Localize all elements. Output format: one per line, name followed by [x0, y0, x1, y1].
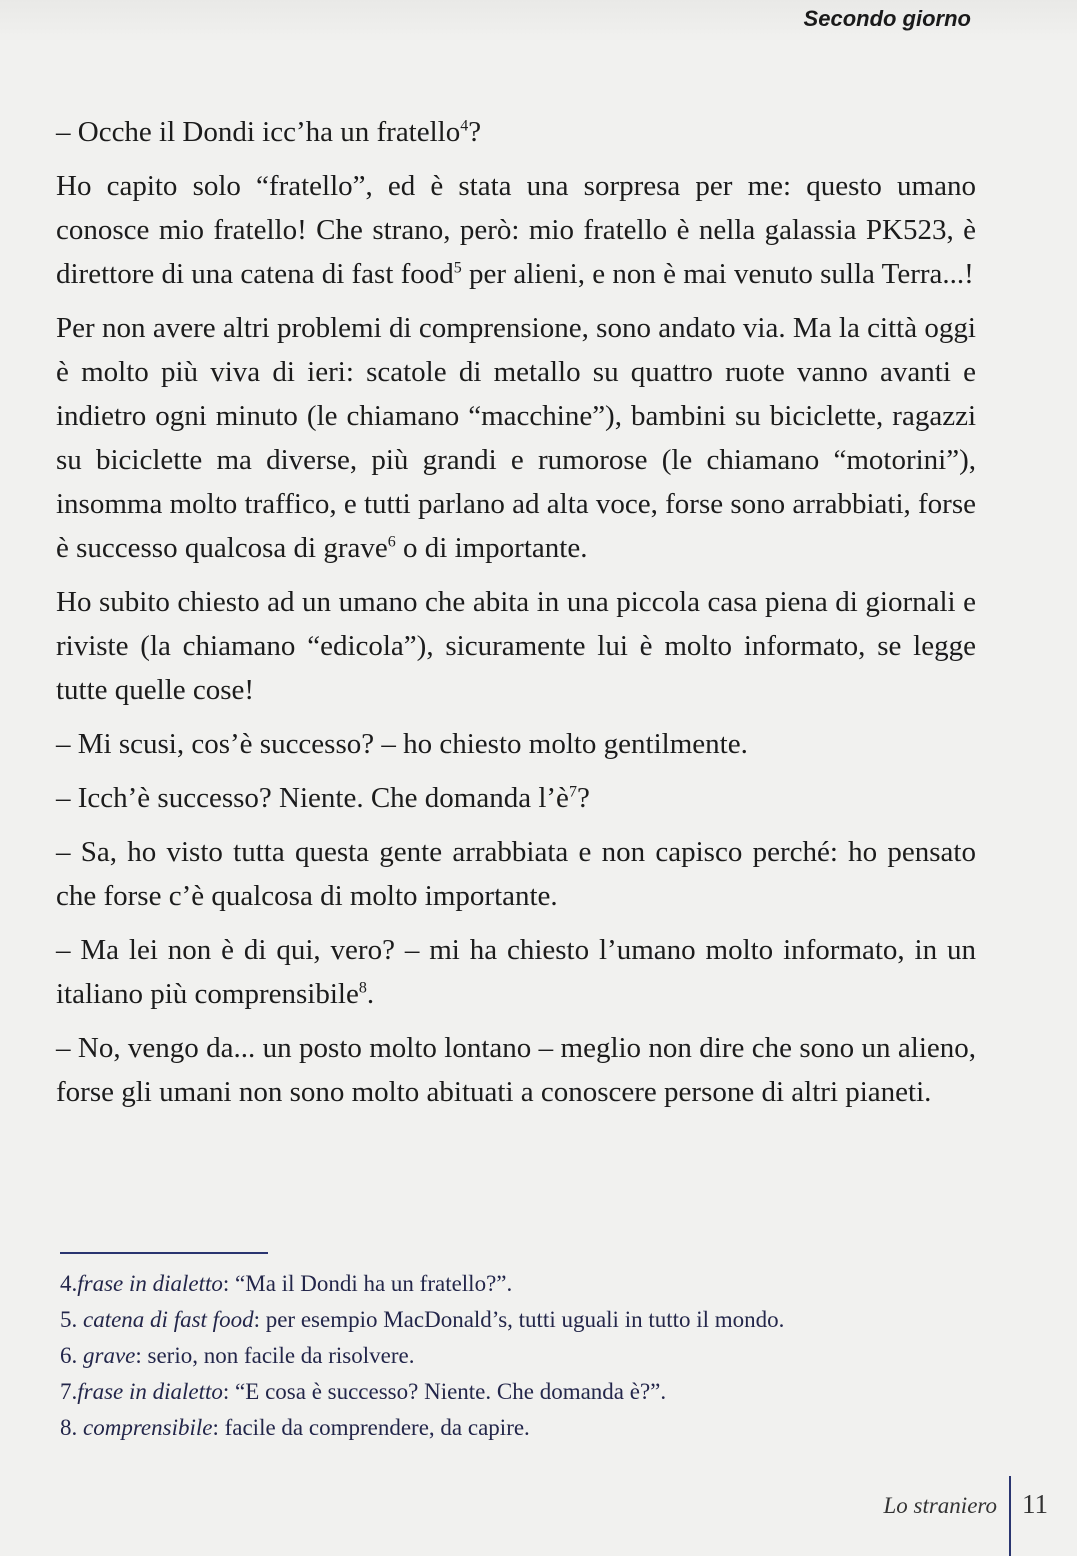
- footnote-ref-5: 5: [453, 259, 462, 277]
- footnote-term: grave: [83, 1343, 136, 1368]
- footnote-number: 7.: [60, 1379, 78, 1404]
- footnote-definition: : “E cosa è successo? Niente. Che domanda è?”.: [222, 1379, 667, 1404]
- footnote-6: [60, 1338, 1020, 1374]
- footnote-term: catena di fast food: [83, 1307, 254, 1332]
- page-number: 11: [1022, 1489, 1048, 1519]
- text-run: per alieni, e non è mai venuto sulla Terra...!: [461, 258, 974, 290]
- footnote-7: [60, 1374, 1020, 1410]
- paragraph-2: [56, 164, 976, 296]
- footnote-ref-7: 7: [568, 783, 577, 801]
- paragraph-3: [56, 306, 976, 570]
- text-run: o di importante.: [395, 532, 588, 564]
- footnote-term: frase in dialetto: [77, 1379, 223, 1404]
- paragraph-7: – Sa, ho visto tutta questa gente arrabbiata e non capisco perché: ho pensato che forse c’è qualcosa di molto importante.: [56, 836, 976, 912]
- footnote-4: [60, 1266, 1020, 1302]
- footnote-definition: : facile da comprendere, da capire.: [212, 1415, 530, 1440]
- text-run: Per non avere altri problemi di comprensione, sono andato via. Ma la città oggi è molto più viva di ieri: scatole di metallo su quattro ruote vanno avanti e indietro ogni minuto (le chiamano “macchine”), bambini su biciclette, ragazzi su biciclette ma diverse, più grandi e rumorose (le chiamano “motorini”), insomma molto traffico, e tutti parlano ad alta voce, forse sono arrabbiati, forse è successo qualcosa di grave: [56, 312, 976, 564]
- footnote-ref-6: 6: [387, 533, 396, 551]
- footnote-ref-8: 8: [358, 979, 367, 997]
- footnote-ref-4: 4: [460, 117, 469, 135]
- footnote-5: [60, 1302, 1020, 1338]
- footnote-number: 5.: [60, 1307, 78, 1332]
- paragraph-4: Ho subito chiesto ad un umano che abita in una piccola casa piena di giornali e riviste (la chiamano “edicola”), sicuramente lui è molto informato, se legge tutte quelle cose!: [56, 586, 976, 706]
- footnote-definition: : serio, non facile da risolvere.: [135, 1343, 415, 1368]
- text-run: Ho capito solo “fratello”, ed è stata una sorpresa per me: questo umano conosce mio fratello! Che strano, però: mio fratello è nella galassia PK523, è direttore di una catena di fast food: [56, 170, 976, 290]
- text-run: – Icch’è successo? Niente. Che domanda l’è: [56, 782, 569, 814]
- footnote-definition: : “Ma il Dondi ha un fratello?”.: [222, 1271, 513, 1296]
- footnote-divider: [60, 1252, 268, 1254]
- text-run: – Ocche il Dondi icc’ha un fratello: [56, 116, 461, 148]
- text-run: ?: [468, 116, 482, 148]
- paragraph-5: – Mi scusi, cos’è successo? – ho chiesto molto gentilmente.: [56, 728, 748, 760]
- footer-divider: [1009, 1476, 1011, 1556]
- running-head: Secondo giorno: [803, 6, 971, 31]
- text-run: ?: [576, 782, 590, 814]
- paragraph-8: [56, 928, 976, 1016]
- footnotes: [60, 1266, 1020, 1446]
- footnote-term: frase in dialetto: [77, 1271, 223, 1296]
- footnote-number: 4.: [60, 1271, 78, 1296]
- text-run: – Ma lei non è di qui, vero? – mi ha chiesto l’umano molto informato, in un italiano più comprensibile: [56, 934, 976, 1010]
- footnote-8: [60, 1410, 1020, 1446]
- paragraph-9: – No, vengo da... un posto molto lontano – meglio non dire che sono un alieno, forse gli umani non sono molto abituati a conoscere persone di altri pianeti.: [56, 1032, 976, 1108]
- text-run: .: [366, 978, 375, 1010]
- paragraph-6: [56, 776, 976, 820]
- footnote-definition: : per esempio MacDonald’s, tutti uguali in tutto il mondo.: [253, 1307, 785, 1332]
- footnote-number: 8.: [60, 1415, 78, 1440]
- footnote-number: 6.: [60, 1343, 78, 1368]
- body-text: [56, 110, 976, 1124]
- book-title: Lo straniero: [883, 1493, 997, 1518]
- footnote-term: comprensibile: [83, 1415, 213, 1440]
- paragraph-1: [56, 110, 976, 154]
